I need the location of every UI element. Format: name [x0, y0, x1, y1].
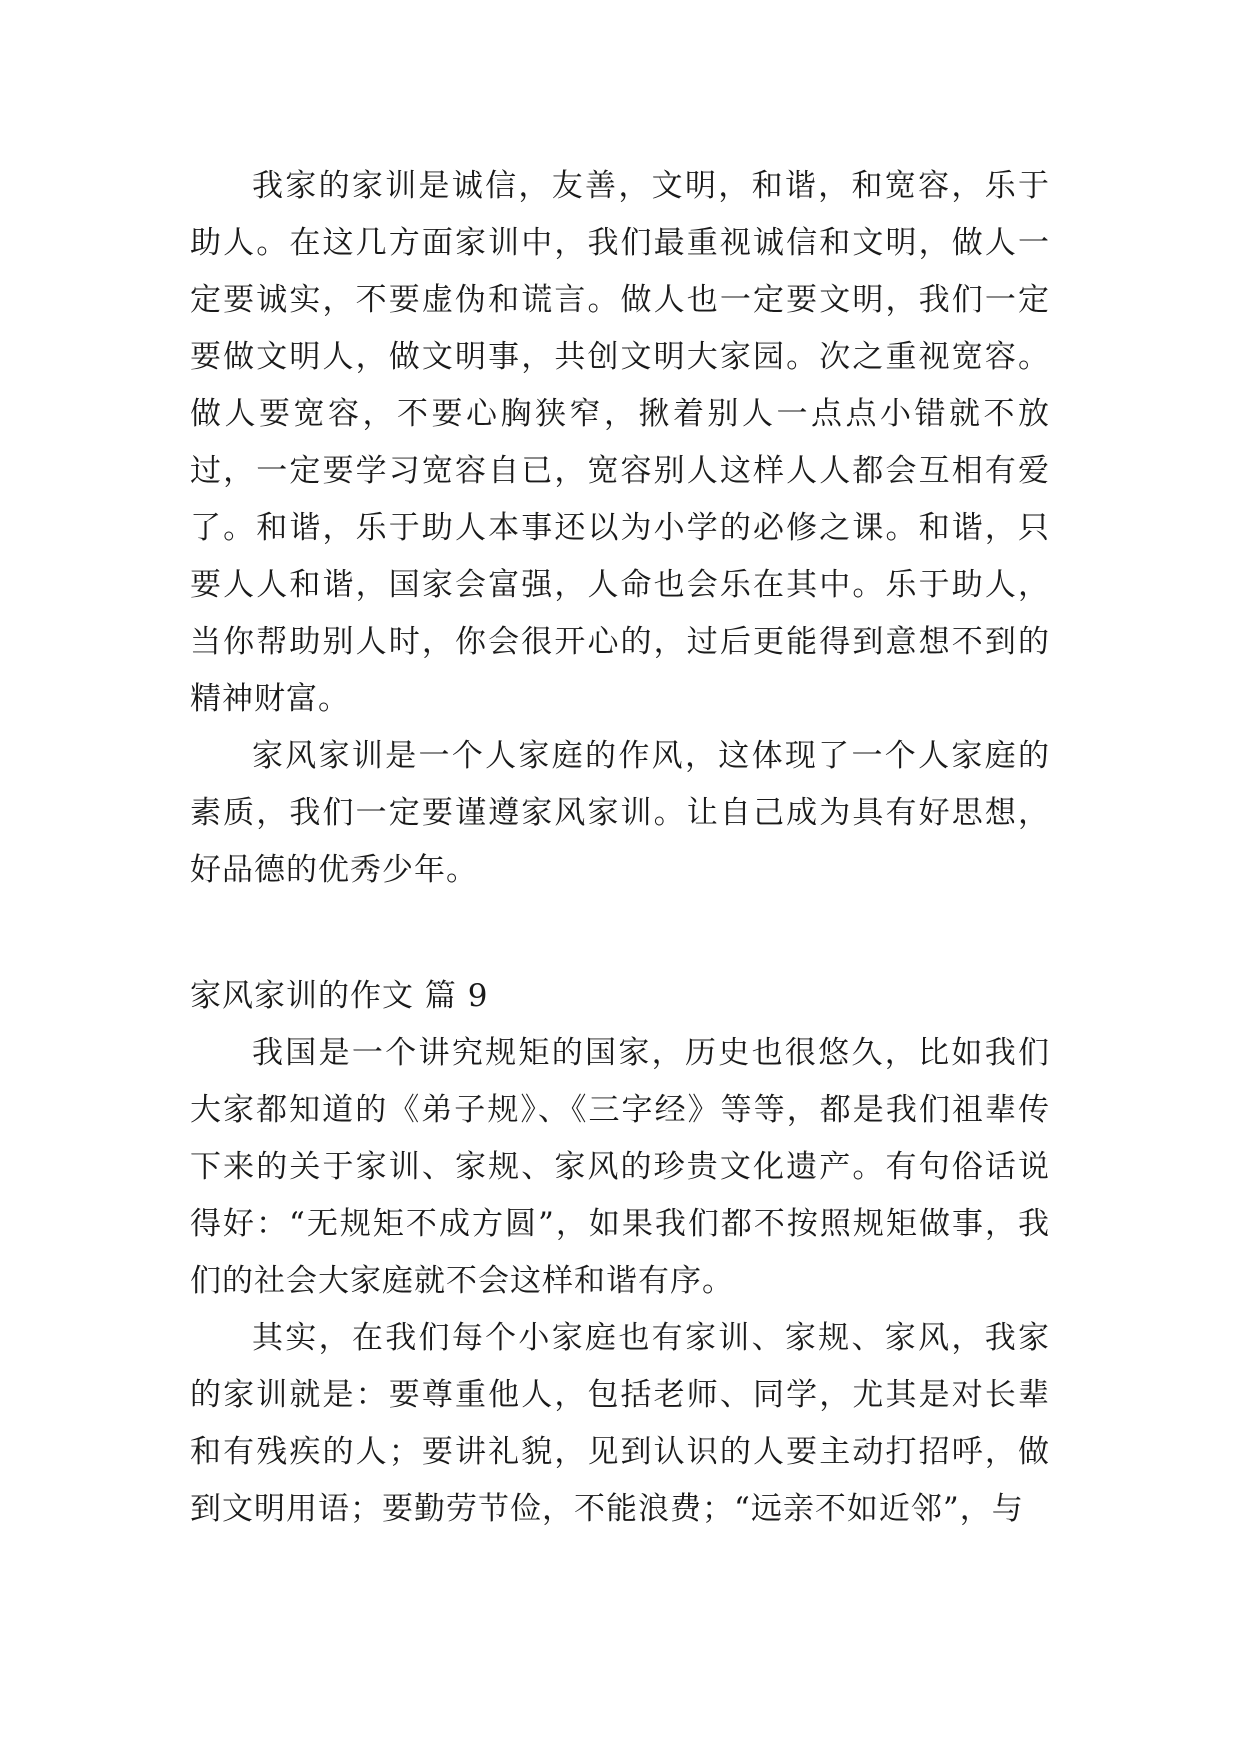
- paragraph-family-motto: 我家的家训是诚信，友善，文明，和谐，和宽容，乐于助人。在这几方面家训中，我们最重视诚信和文明，做人一定要诚实，不要虚伪和谎言。做人也一定要文明，我们一定要做文明人，做文明事，共创文明大家园。次之重视宽容。做人要宽容，不要心胸狭窄，揪着别人一点点小错就不放过，一定要学习宽容自已，宽容别人这样人人都会互相有爱了。和谐，乐于助人本事还以为小学的必修之课。和谐，只要人人和谐，国家会富强，人命也会乐在其中。乐于助人，当你帮助别人时，你会很开心的，过后更能得到意想不到的精神财富。: [190, 168, 1050, 717]
- paragraph-rules-history: 我国是一个讲究规矩的国家，历史也很悠久，比如我们大家都知道的《弟子规》、《三字经》等等，都是我们祖辈传下来的关于家训、家规、家风的珍贵文化遗产。有句俗话说得好：“无规矩不成方圆”，如果我们都不按照规矩做事，我们的社会大家庭就不会这样和谐有序。: [190, 1035, 1050, 1299]
- paragraph-family-style-conclusion: 家风家训是一个人家庭的作风，这体现了一个人家庭的素质，我们一定要谨遵家风家训。让自己成为具有好思想，好品德的优秀少年。: [190, 738, 1050, 888]
- essay-section-8-continued: [190, 158, 1050, 899]
- paragraph-my-family-rules: 其实，在我们每个小家庭也有家训、家规、家风，我家的家训就是：要尊重他人，包括老师、同学，尤其是对长辈和有残疾的人；要讲礼貌，见到认识的人要主动打招呼，做到文明用语；要勤劳节俭，不能浪费；“远亲不如近邻”，与: [190, 1320, 1050, 1527]
- section-heading: 家风家训的作文 篇 9: [190, 978, 489, 1014]
- essay-section-9: [190, 968, 1050, 1538]
